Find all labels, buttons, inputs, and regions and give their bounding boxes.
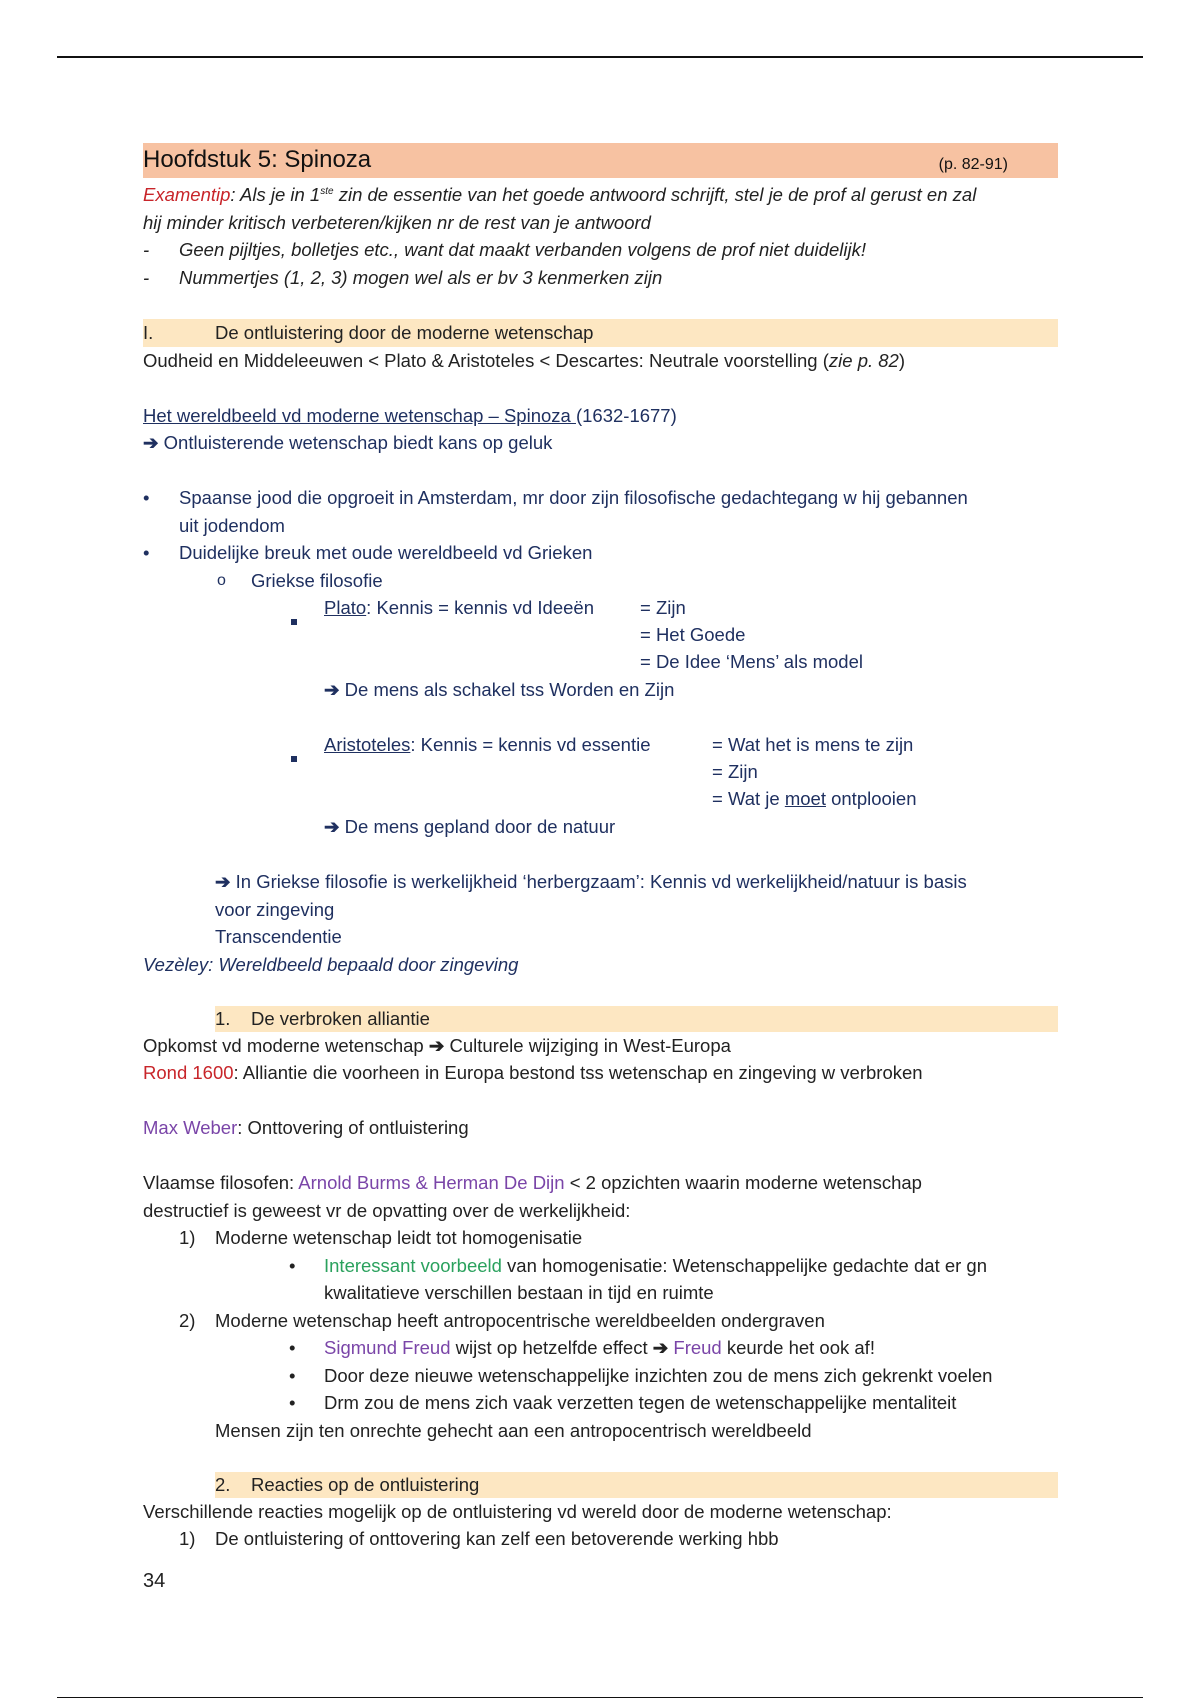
aristoteles-arrow-line: ➔ De mens gepland door de natuur (324, 816, 616, 838)
list-item: • Interessant voorbeeld van homogenisatie: Wetenschappelijke gedachte dat er gn (143, 1252, 1058, 1280)
square-bullet-icon (291, 605, 297, 633)
arrow-icon: ➔ (324, 816, 340, 838)
page-number: 34 (143, 1570, 166, 1592)
numbered-item: 1) Moderne wetenschap leidt tot homogenisatie (179, 1227, 583, 1249)
chapter-pages: (p. 82-91) (938, 156, 1008, 173)
list-item: • Sigmund Freud wijst op hetzelfde effect ➔ Freud keurde het ook af! (143, 1334, 1058, 1362)
square-bullet-icon (291, 742, 297, 770)
bullet-icon: • (143, 487, 150, 509)
sub1-conclusion: Mensen zijn ten onrechte gehecht aan een antropocentrisch wereldbeeld (215, 1419, 812, 1441)
section1-intro: Oudheid en Middeleeuwen < Plato & Aristoteles < Descartes: Neutrale voorstelling (zie p. 82) (143, 349, 906, 371)
subsection-title: De verbroken alliantie (251, 1007, 430, 1029)
list-item: • Spaanse jood die opgroeit in Amsterdam, mr door zijn filosofische gedachtegang w hij gebannen (143, 484, 1058, 512)
arrow-icon: ➔ (324, 679, 340, 701)
plato-arrow-line: ➔ De mens als schakel tss Worden en Zijn (324, 679, 675, 701)
bullet-icon: • (289, 1337, 296, 1359)
arrow-icon: ➔ (652, 1337, 669, 1359)
sub2-line-1: Verschillende reacties mogelijk op de ontluistering vd wereld door de moderne wetenschap: (143, 1500, 892, 1522)
spinoza-heading: Het wereldbeeld vd moderne wetenschap – Spinoza (1632-1677) (143, 404, 677, 426)
bullet-icon: • (143, 542, 150, 564)
list-item: • Drm zou de mens zich vaak verzetten tegen de wetenschappelijke mentaliteit (143, 1389, 1058, 1417)
arrow-icon: ➔ (215, 871, 231, 893)
list-item-cont: uit jodendom (179, 514, 285, 536)
examtip-label: Examentip (143, 184, 231, 206)
list-item: • Door deze nieuwe wetenschappelijke inzichten zou de mens zich gekrenkt voelen (143, 1362, 1058, 1390)
examtip-line-2: hij minder kritisch verbeteren/kijken nr de rest van je antwoord (143, 211, 651, 233)
examtip-line-1: Examentip: Als je in 1ste zin de essentie van het goede antwoord schrijft, stel je de prof al gerust en zal (143, 184, 977, 206)
sub1-rond: Rond 1600: Alliantie die voorheen in Europa bestond tss wetenschap en zingeving w verbroken (143, 1062, 923, 1084)
circle-bullet-icon: o (217, 571, 226, 589)
examtip-item: - Geen pijltjes, bolletjes etc., want dat maakt verbanden volgens de prof niet duidelijk! (143, 239, 866, 261)
vezeley-line: Vezèley: Wereldbeeld bepaald door zingeving (143, 953, 519, 975)
list-item-sub: o Griekse filosofie (143, 567, 1058, 595)
sub1-weber: Max Weber: Onttovering of ontluistering (143, 1117, 469, 1139)
bullet-icon: • (289, 1392, 296, 1414)
arrow-icon: ➔ (428, 1034, 445, 1056)
arrow-icon: ➔ (143, 432, 159, 454)
numbered-item: 2) Moderne wetenschap heeft antropocentrische wereldbeelden ondergraven (179, 1309, 825, 1331)
subsection-heading: 1. De verbroken alliantie (215, 1006, 1058, 1032)
aristoteles-name: Aristoteles (324, 734, 411, 756)
greek-arrow-line: ➔ In Griekse filosofie is werkelijkheid ‘herbergzaam’: Kennis vd werkelijkheid/natuur is basis (215, 871, 967, 893)
bullet-icon: • (289, 1254, 296, 1276)
top-rule (57, 56, 1143, 58)
section-title: De ontluistering door de moderne wetenschap (215, 321, 594, 343)
numbered-item: 1) De ontluistering of onttovering kan zelf een betoverende werking hbb (179, 1528, 779, 1550)
plato-block: Plato: Kennis = kennis vd Ideeën = Zijn = Het Goede = De Idee ‘Mens’ als model (143, 594, 1058, 676)
chapter-title-bar (143, 143, 1058, 178)
spinoza-arrow-line: ➔ Ontluisterende wetenschap biedt kans op geluk (143, 432, 553, 454)
chapter-title: Hoofdstuk 5: Spinoza (143, 146, 372, 173)
sub1-vlaamse-cont: destructief is geweest vr de opvatting over de werkelijkheid: (143, 1199, 631, 1221)
greek-arrow-cont: voor zingeving (215, 898, 335, 920)
transcendentie: Transcendentie (215, 926, 342, 948)
bullet-icon: • (289, 1364, 296, 1386)
sub1-line-1: Opkomst vd moderne wetenschap ➔ Culturele wijziging in West-Europa (143, 1034, 731, 1056)
list-item: • Duidelijke breuk met oude wereldbeeld vd Grieken (143, 539, 1058, 567)
plato-name: Plato (324, 597, 367, 619)
list-item-cont: kwalitatieve verschillen bestaan in tijd en ruimte (324, 1282, 714, 1304)
aristoteles-block: Aristoteles: Kennis = kennis vd essentie = Wat het is mens te zijn = Zijn = Wat je moet ontplooien (143, 731, 1058, 813)
section-heading: I. De ontluistering door de moderne wetenschap (143, 319, 1058, 347)
subsection-heading: 2. Reacties op de ontluistering (215, 1472, 1058, 1498)
subsection-title: Reacties op de ontluistering (251, 1473, 480, 1495)
bottom-rule (57, 1697, 1143, 1698)
examtip-item: - Nummertjes (1, 2, 3) mogen wel als er bv 3 kenmerken zijn (143, 266, 663, 288)
sub1-vlaamse: Vlaamse filosofen: Arnold Burms & Herman De Dijn < 2 opzichten waarin moderne wetenschap (143, 1172, 922, 1194)
page-content (143, 143, 1058, 1553)
